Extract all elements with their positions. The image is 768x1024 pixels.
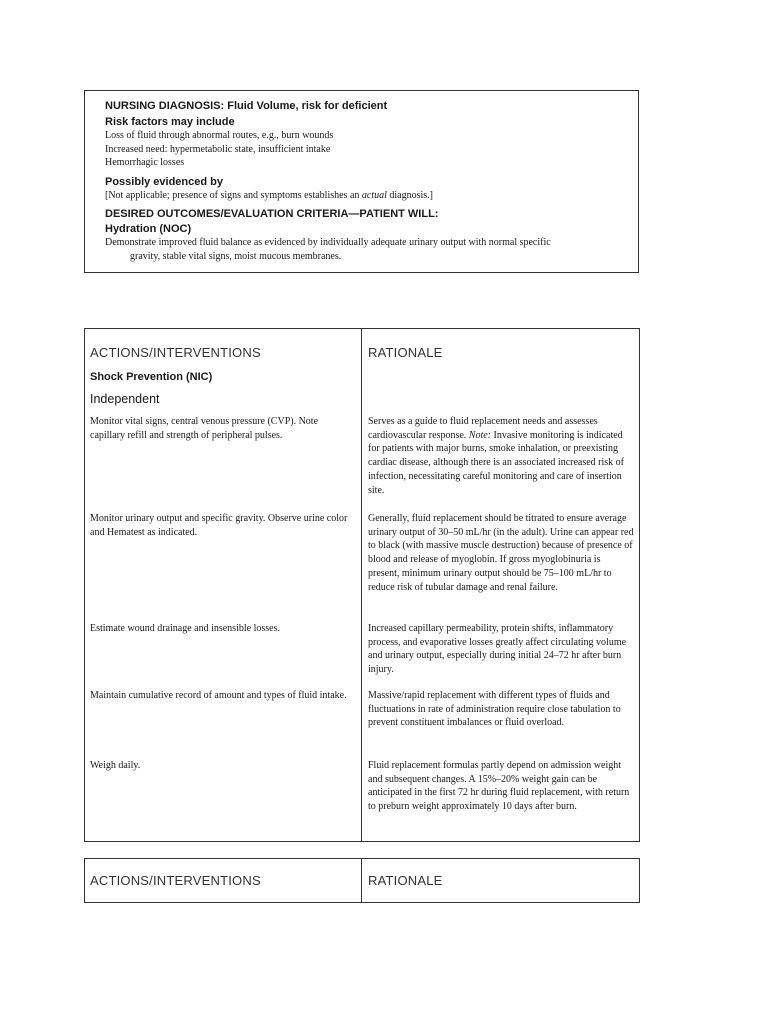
subsection-heading: Independent — [90, 392, 160, 406]
rationale-column-header: RATIONALE — [368, 345, 443, 360]
interventions-table-continued — [84, 858, 640, 903]
evidence-text: [Not applicable; presence of signs and symptoms establishes an actual diagnosis.] — [105, 189, 433, 201]
rationale-cell: Serves as a guide to fluid replacement needs and assesses cardiovascular response. Note: Invasive monitoring is indicated for patients with major burns, smoke inhalation, or preexisting cardiac disease, although there is an associated increased risk of infection, necessitating careful monitoring and care of insertion site. — [368, 416, 625, 496]
action-cell: Maintain cumulative record of amount and types of fluid intake. — [90, 690, 347, 701]
rationale-cell: Fluid replacement formulas partly depend on admission weight and subsequent changes. A 15%–20% weight gain can be anticipated in the first 72 hr during fluid replacement, with return to preburn weight approximately 10 days after burn. — [368, 760, 630, 813]
action-cell: Monitor vital signs, central venous pressure (CVP). Note capillary refill and strength of peripheral pulses. — [90, 416, 319, 441]
action-cell: Weigh daily. — [90, 760, 141, 771]
rationale-cell: Generally, fluid replacement should be titrated to ensure average urinary output of 30–50 mL/hr (in the adult). Urine can appear red to black (with massive muscle destruction) because of presence of blood and release of myoglobin. If gross myoglobinuria is present, minimum urinary output should be 75–100 mL/hr to reduce risk of tubular damage and renal failure. — [368, 513, 634, 593]
outcomes-heading: DESIRED OUTCOMES/EVALUATION CRITERIA—PATIENT WILL: — [105, 208, 439, 220]
risk-factor-item: Hemorrhagic losses — [105, 157, 185, 168]
column-divider — [361, 859, 362, 902]
risk-factors-heading: Risk factors may include — [105, 116, 235, 128]
outcome-line: Demonstrate improved fluid balance as evidenced by individually adequate urinary output with normal specific — [105, 237, 551, 248]
evidence-heading: Possibly evidenced by — [105, 175, 223, 188]
rationale-cell: Increased capillary permeability, protein shifts, inflammatory process, and evaporative losses greatly affect circulating volume and urinary output, especially during initial 24–72 hr after burn injury. — [368, 623, 627, 676]
rationale-column-header: RATIONALE — [368, 873, 443, 888]
actions-column-header: ACTIONS/INTERVENTIONS — [90, 873, 261, 888]
nursing-diagnosis-box — [84, 90, 639, 273]
diagnosis-title: NURSING DIAGNOSIS: Fluid Volume, risk for deficient — [105, 100, 388, 112]
section-heading: Shock Prevention (NIC) — [90, 371, 213, 383]
action-cell: Monitor urinary output and specific gravity. Observe urine color and Hematest as indicated. — [90, 513, 348, 538]
outcome-label: Hydration (NOC) — [105, 223, 192, 235]
interventions-table — [84, 328, 640, 842]
outcome-line: gravity, stable vital signs, moist mucous membranes. — [130, 250, 342, 262]
column-divider — [361, 329, 362, 841]
risk-factor-item: Loss of fluid through abnormal routes, e.g., burn wounds — [105, 130, 334, 141]
risk-factor-item: Increased need: hypermetabolic state, insufficient intake — [105, 143, 331, 155]
action-cell: Estimate wound drainage and insensible losses. — [90, 623, 280, 634]
actions-column-header: ACTIONS/INTERVENTIONS — [90, 345, 261, 360]
rationale-cell: Massive/rapid replacement with different types of fluids and fluctuations in rate of administration require close tabulation to prevent constituent imbalances or fluid overload. — [368, 690, 621, 729]
